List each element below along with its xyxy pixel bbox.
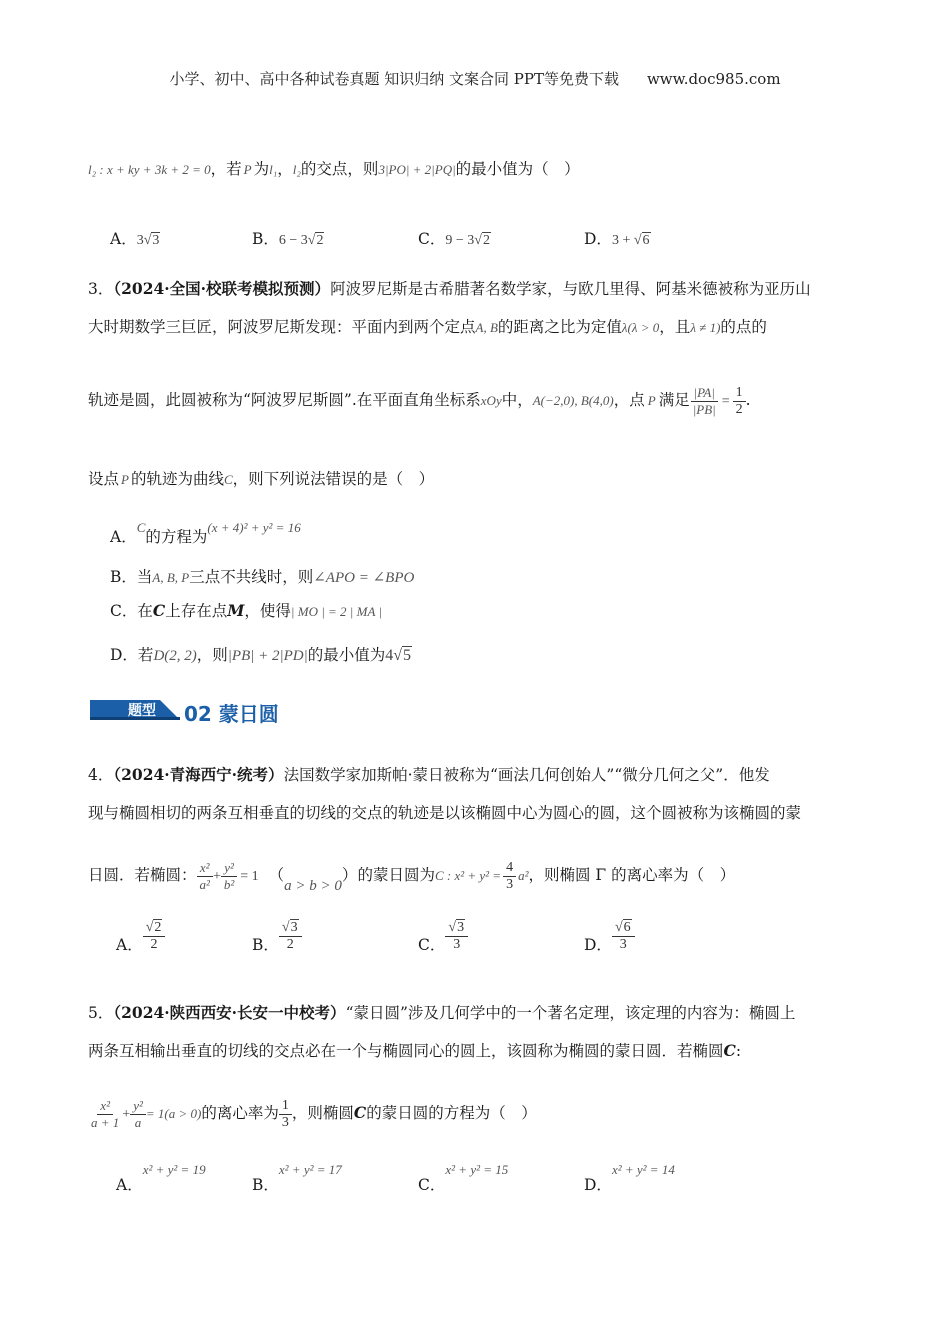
header-url: www.doc985.com: [646, 70, 781, 88]
q5-line-2: 两条互相输出垂直的切线的交点必在一个与椭圆同心的圆上，该圆称为椭圆的蒙日圆．若椭圆C:: [88, 1041, 742, 1060]
q3-option-c[interactable]: C．在C上存在点M，使得| MO | = 2 | MA |: [110, 601, 382, 620]
sqrt-icon: √: [307, 233, 316, 248]
q4-option-b[interactable]: B． $\frac{√3}{2}$: [252, 912, 302, 968]
q5-line-3: $\frac{\text{x²}}{a + 1}$ + $\frac{\text{y²}}{a}$ = 1(a > 0)的离心率为 $\frac{1}{3}$ ，则椭圆C的蒙日圆的方程为（ ）: [91, 1097, 537, 1130]
q5-option-c[interactable]: C．$^{x^2 + y^2 = 15}$: [418, 1162, 509, 1194]
q4-line-1: 4．（2024·青海西宁·统考）法国数学家加斯帕·蒙日被称为“画法几何创始人”“微分几何之父”．他发: [88, 765, 770, 784]
q2-expr: 3|PO| + 2|PQ|: [378, 162, 456, 177]
q2-line: l₂ : x + ky + 3k + 2 = 0，若 P 为l₁，l₂的交点，则3|PO| + 2|PQ|的最小值为（ ）: [88, 160, 580, 178]
q4-option-c[interactable]: C． $\frac{√3}{3}$: [418, 912, 468, 968]
sqrt-icon: √: [143, 233, 152, 248]
q4-line-3: 日圆．若椭圆： $\frac{\text{x²}}{\text{a²}}$ + $\frac{\text{y²}}{\text{b²}}$ = 1 （a > b > 0）的蒙日圆为C : x² + y² = $\frac{4}{3}$ a²，则椭圆 Γ 的离心率为（ ）: [88, 859, 736, 894]
ratio-fraction: $\frac{|PA|}{|PB|}$: [690, 385, 719, 418]
q3-line-4: 设点 P 的轨迹为曲线C，则下列说法错误的是（ ）: [88, 470, 435, 488]
q3-option-a[interactable]: A．$^C$的方程为$^{(x + 4)^2 + y^2 = 16}$: [110, 520, 301, 546]
page-header: [0, 68, 950, 89]
q4-option-d[interactable]: D． $\frac{√6}{3}$: [584, 912, 635, 968]
q2-line-formula: l₂ : x + ky + 3k + 2 = 0: [88, 162, 211, 177]
sqrt-icon: √: [474, 233, 482, 248]
half-fraction: $\frac{1}{2}$: [733, 385, 746, 418]
q5-source: （2024·陕西西安·长安一中校考）: [113, 1003, 346, 1022]
q5-option-d[interactable]: D．$^{x^2 + y^2 = 14}$: [584, 1162, 675, 1194]
q5-option-b[interactable]: B．$^{x^2 + y^2 = 17}$: [252, 1162, 342, 1194]
q3-source: （2024·全国·校联考模拟预测）: [113, 279, 331, 298]
sqrt-icon: √: [281, 919, 290, 935]
q2-option-d[interactable]: D．3 + √6: [584, 230, 650, 248]
sqrt-icon: √: [633, 233, 642, 248]
q4-source: （2024·青海西宁·统考）: [113, 765, 284, 784]
q2-option-a[interactable]: A．3√3: [110, 230, 160, 248]
sqrt-icon: √: [448, 919, 457, 935]
section-title: 02 蒙日圆: [184, 702, 279, 726]
sqrt-icon: √: [393, 647, 403, 664]
q3-option-d[interactable]: D．若D(2, 2)，则|PB| + 2|PD|的最小值为4√5: [110, 646, 412, 664]
header-left-text: 小学、初中、高中各种试卷真题 知识归纳 文案合同 PPT等免费下载: [169, 70, 619, 88]
q3-line-3: 轨迹是圆，此圆被称为“阿波罗尼斯圆”.在平面直角坐标系xOy中，A(−2,0), B(4,0)，点 P 满足 $\frac{|PA|}{|PB|}$ = $\frac{1}{2}$ .: [88, 384, 751, 417]
q3-line-2: 大时期数学三巨匠，阿波罗尼斯发现：平面内到两个定点A, B的距离之比为定值λ(λ > 0，且λ ≠ 1)的点的: [88, 318, 767, 336]
sqrt-icon: √: [614, 919, 623, 935]
q3-line-1: 3．（2024·全国·校联考模拟预测）阿波罗尼斯是古希腊著名数学家，与欧几里得、阿基米德被称为亚历山: [88, 279, 811, 298]
q4-line-2: 现与椭圆相切的两条互相垂直的切线的交点的轨迹是以该椭圆中心为圆心的圆，这个圆被称为该椭圆的蒙: [88, 804, 802, 822]
q4-option-a[interactable]: A． $\frac{√2}{2}$: [116, 912, 165, 968]
q3-option-b[interactable]: B．当A, B, P三点不共线时，则∠APO = ∠BPO: [110, 568, 415, 586]
section-banner-label: 题型: [128, 703, 156, 719]
q5-option-a[interactable]: A．$^{x^2 + y^2 = 19}$: [116, 1162, 206, 1194]
sqrt-icon: √: [145, 919, 154, 935]
q2-option-b[interactable]: B．6 − 3√2: [252, 230, 324, 248]
q5-line-1: 5．（2024·陕西西安·长安一中校考）“蒙日圆”涉及几何学中的一个著名定理，该定理的内容为：椭圆上: [88, 1003, 796, 1022]
q2-option-c[interactable]: C．9 − 3√2: [418, 230, 490, 248]
